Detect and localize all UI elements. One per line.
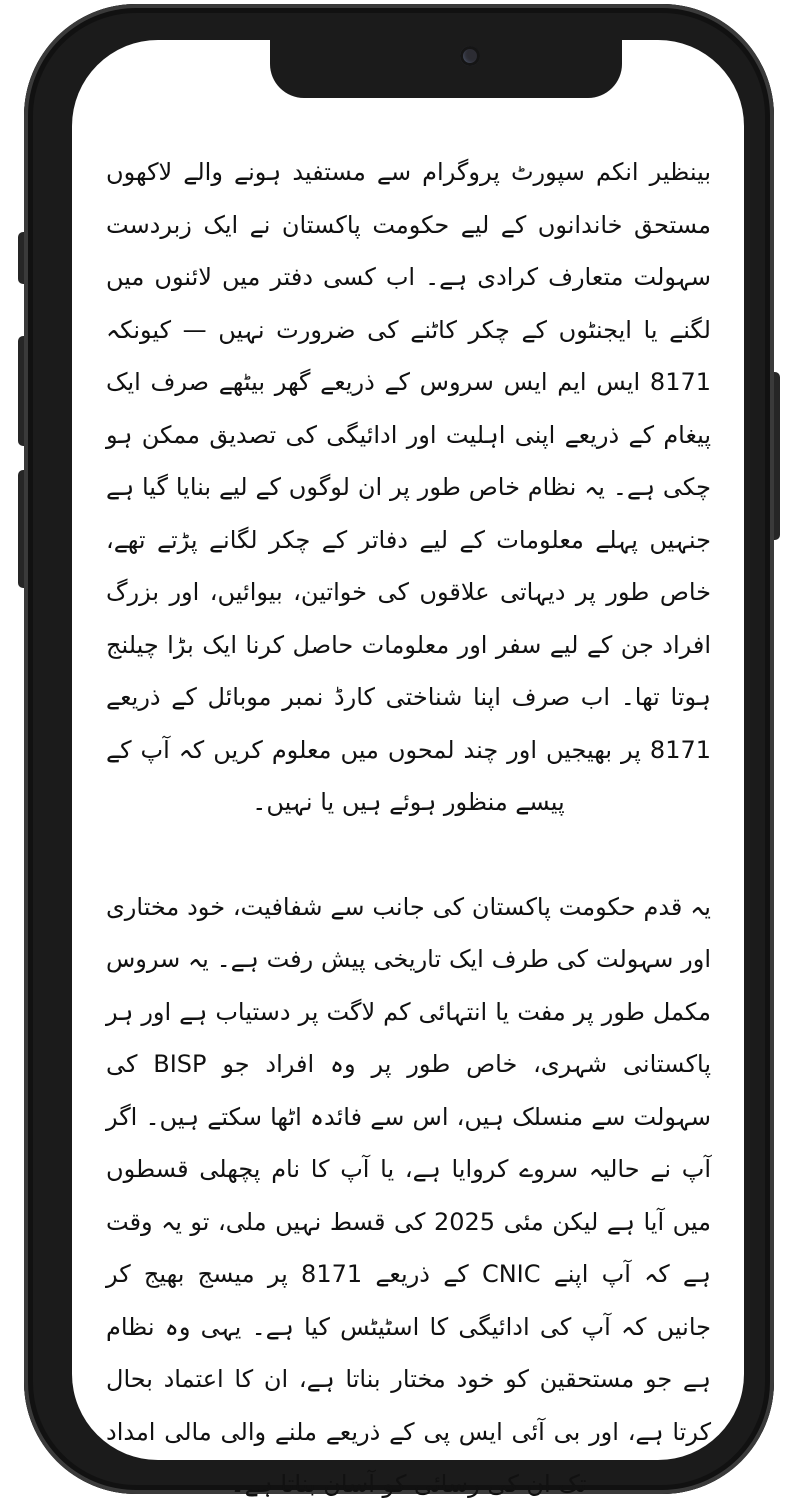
article-paragraph-2: یہ قدم حکومت پاکستان کی جانب سے شفافیت، خود مختاری اور سہولت کی طرف ایک تاریخی پیش رفت ہے۔ یہ سروس مکمل طور پر مفت یا انتہائی کم لاگت پر دستیاب ہے اور ہر پاکستانی شہری، خاص طور پر وہ افراد جو BISP کی سہولت سے منسلک ہیں، اس سے فائدہ اٹھا سکتے ہیں۔ اگر آپ نے حالیہ سروے کروایا ہے، یا آپ کا نام پچھلی قسطوں میں آیا ہے لیکن مئی 2025 کی قسط نہیں ملی، تو یہ وقت ہے کہ آپ اپنے CNIC کے ذریعے 8171 پر میسج بھیج کر جانیں کہ آپ کی ادائیگی کا اسٹیٹس کیا ہے۔ یہی وہ نظام ہے جو مستحقین کو خود مختار بناتا ہے، ان کا اعتماد بحال کرتا ہے، اور بی آئی ایس پی کے ذریعے ملنے والی مالی امداد تک ان کی رسائی کو آسان بناتا ہے۔ — [106, 892, 711, 1498]
phone-frame — [24, 4, 774, 1498]
notch — [270, 40, 622, 98]
article-body — [106, 146, 711, 1511]
article-paragraph-1: بینظیر انکم سپورٹ پروگرام سے مستفید ہونے والے لاکھوں مستحق خاندانوں کے لیے حکومت پاکستان نے ایک زبردست سہولت متعارف کرادی ہے۔ اب کسی دفتر میں لائنوں میں لگنے یا ایجنٹوں کے چکر کاٹنے کی ضرورت نہیں — کیونکہ 8171 ایس ایم ایس سروس کے ذریعے گھر بیٹھے صرف ایک پیغام کے ذریعے اپنی اہلیت اور ادائیگی کی تصدیق ممکن ہو چکی ہے۔ یہ نظام خاص طور پر ان لوگوں کے لیے بنایا گیا ہے جنہیں پہلے معلومات کے لیے دفاتر کے چکر لگانے پڑتے تھے، خاص طور پر دیہاتی علاقوں کی خواتین، بیوائیں، اور بزرگ افراد جن کے لیے سفر اور معلومات حاصل کرنا ایک بڑا چیلنج ہوتا تھا۔ اب صرف اپنا شناختی کارڈ نمبر موبائل کے ذریعے 8171 پر بھیجیں اور چند لمحوں میں معلوم کریں کہ آپ کے پیسے منظور ہوئے ہیں یا نہیں۔ — [106, 158, 711, 816]
front-camera-icon — [460, 46, 480, 66]
phone-screen — [72, 40, 744, 1498]
